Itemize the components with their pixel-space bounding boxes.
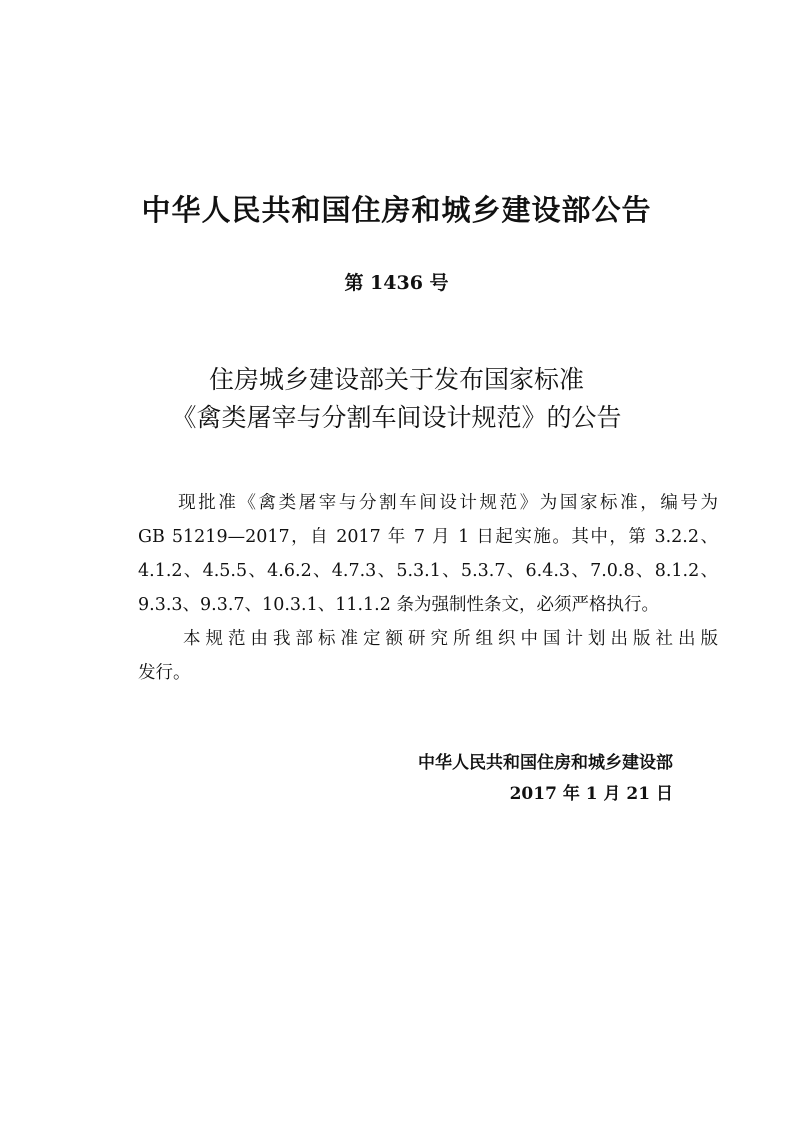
announcement-number: 第 1436 号 (344, 272, 449, 294)
issuing-organization: 中华人民共和国住房和城乡建设部 (418, 753, 673, 773)
body-paragraph-2-line-1: 本规范由我部标准定额研究所组织中国计划出版社出版 (138, 629, 718, 649)
body-paragraph-1-line-3: 4.1.2、4.5.5、4.6.2、4.7.3、5.3.1、5.3.7、6.4.3、7.0.8、8.1.2、 (138, 561, 718, 581)
body-paragraph-1-line-4: 9.3.3、9.3.7、10.3.1、11.1.2 条为强制性条文，必须严格执行。 (138, 595, 659, 615)
issue-date: 2017 年 1 月 21 日 (509, 784, 673, 804)
body-paragraph-2-line-2: 发行。 (138, 663, 191, 683)
body-paragraph-1-line-2: GB 51219—2017，自 2017 年 7 月 1 日起实施。其中，第 3.2.2、 (138, 527, 718, 547)
announcement-title: 中华人民共和国住房和城乡建设部公告 (141, 193, 652, 227)
announcement-subtitle-line-2: 《禽类屠宰与分割车间设计规范》的公告 (171, 403, 622, 432)
announcement-subtitle-line-1: 住房城乡建设部关于发布国家标准 (208, 365, 584, 394)
body-paragraph-1-line-1: 现批准《禽类屠宰与分割车间设计规范》为国家标准，编号为 (138, 493, 718, 513)
